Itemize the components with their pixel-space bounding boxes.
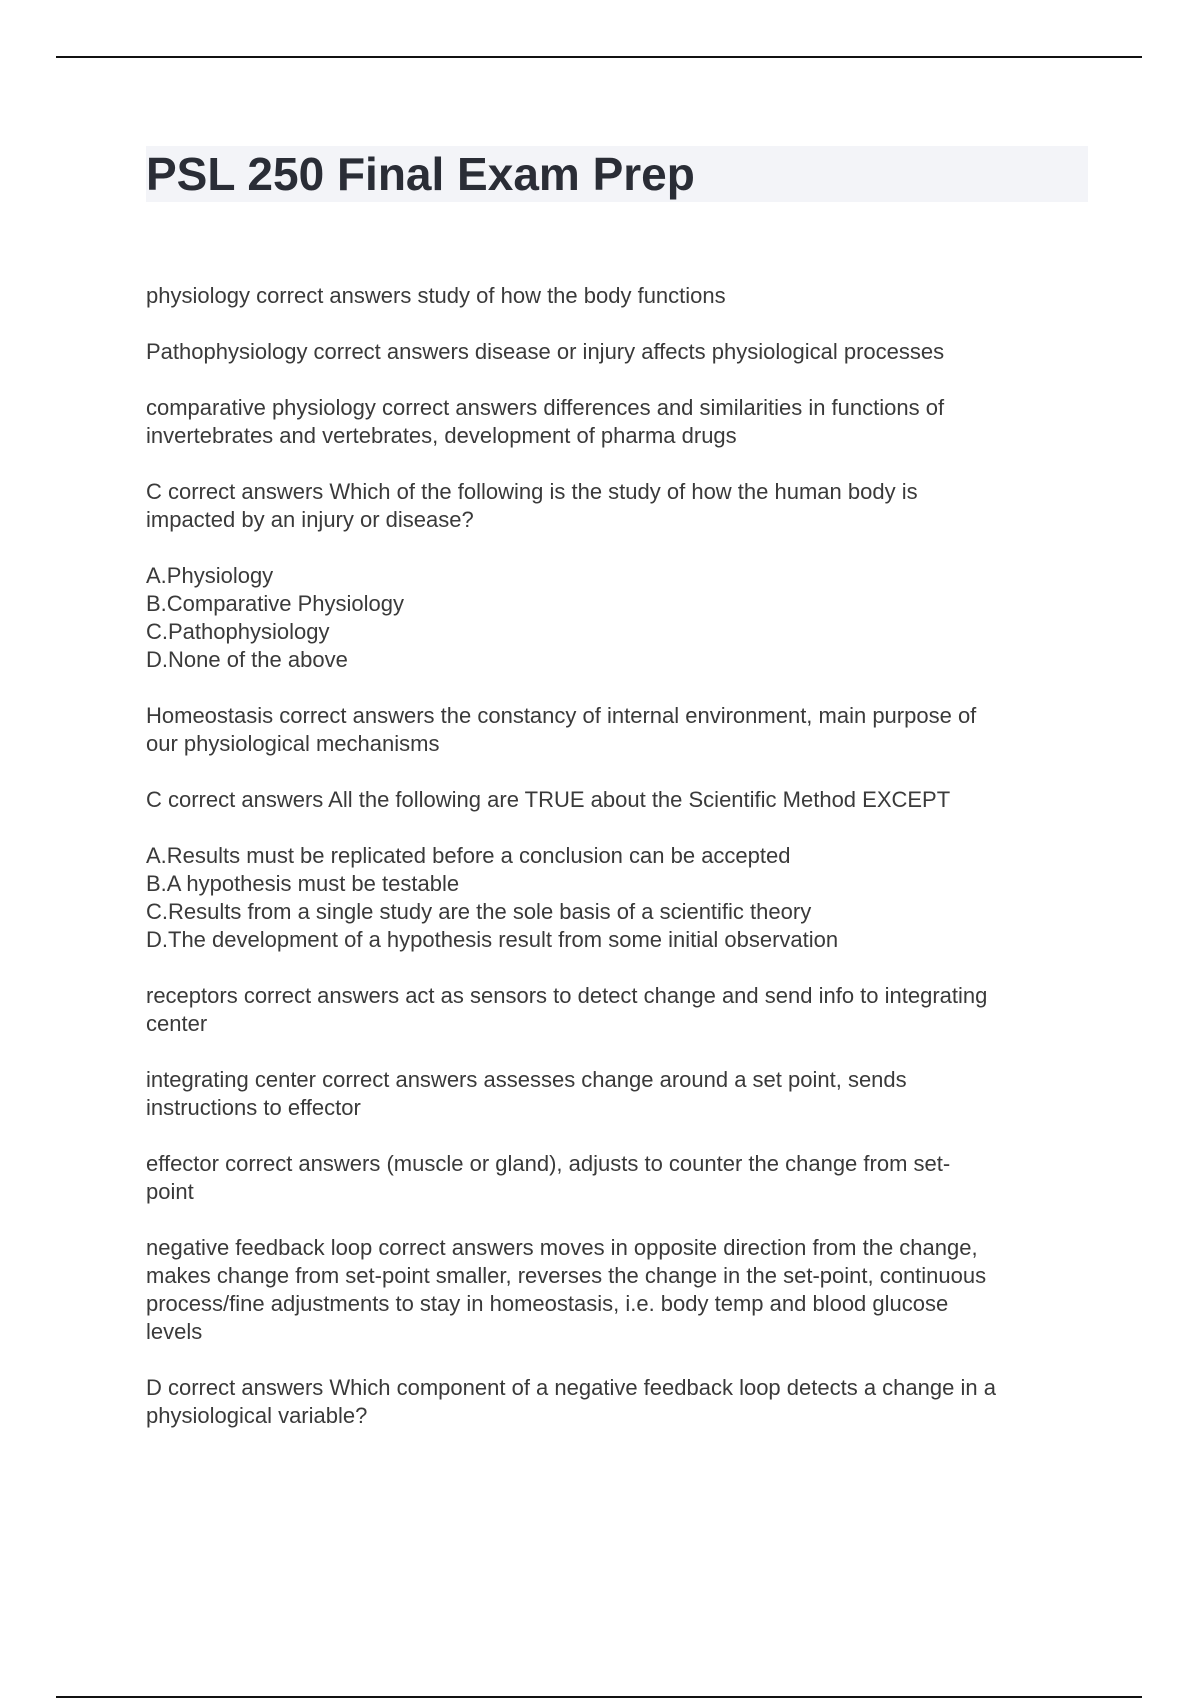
entry-line: levels	[146, 1319, 203, 1344]
entry-line: Homeostasis correct answers the constancy of internal environment, main purpose of	[146, 703, 977, 728]
entry-pathophysiology	[146, 338, 1090, 366]
entry-line: process/fine adjustments to stay in homeostasis, i.e. body temp and blood glucose	[146, 1291, 949, 1316]
entry-line: D correct answers Which component of a negative feedback loop detects a change in a	[146, 1375, 996, 1400]
answer-options-2	[146, 842, 1090, 954]
entry-line: Pathophysiology correct answers disease or injury affects physiological processes	[146, 339, 945, 364]
entry-line: point	[146, 1179, 194, 1204]
entry-line: our physiological mechanisms	[146, 731, 440, 756]
entry-integrating-center	[146, 1066, 1090, 1122]
entry-negative-feedback-loop	[146, 1234, 1090, 1346]
entry-line: receptors correct answers act as sensors to detect change and send info to integrating	[146, 983, 988, 1008]
entry-line: effector correct answers (muscle or gland), adjusts to counter the change from set-	[146, 1151, 951, 1176]
entry-question-injury	[146, 478, 1090, 534]
option-d: D.None of the above	[146, 647, 348, 672]
option-c: C.Pathophysiology	[146, 619, 330, 644]
entry-question-scientific-method	[146, 786, 1090, 814]
entry-line: invertebrates and vertebrates, development of pharma drugs	[146, 423, 737, 448]
entry-line: instructions to effector	[146, 1095, 361, 1120]
document-body	[146, 282, 1090, 1458]
entry-physiology	[146, 282, 1090, 310]
entry-line: makes change from set-point smaller, reverses the change in the set-point, continuous	[146, 1263, 987, 1288]
entry-line: comparative physiology correct answers differences and similarities in functions of	[146, 395, 945, 420]
entry-line: impacted by an injury or disease?	[146, 507, 474, 532]
entry-line: C correct answers All the following are TRUE about the Scientific Method EXCEPT	[146, 787, 951, 812]
entry-line: negative feedback loop correct answers moves in opposite direction from the change,	[146, 1235, 978, 1260]
entry-homeostasis	[146, 702, 1090, 758]
entry-line: physiological variable?	[146, 1403, 368, 1428]
entry-question-feedback-component	[146, 1374, 1090, 1430]
option-a: A.Results must be replicated before a conclusion can be accepted	[146, 843, 791, 868]
page-title: PSL 250 Final Exam Prep	[146, 148, 695, 200]
entry-line: integrating center correct answers assesses change around a set point, sends	[146, 1067, 907, 1092]
entry-line: physiology correct answers study of how the body functions	[146, 283, 726, 308]
answer-options-1	[146, 562, 1090, 674]
option-b: B.A hypothesis must be testable	[146, 871, 460, 896]
entry-receptors	[146, 982, 1090, 1038]
entry-effector	[146, 1150, 1090, 1206]
top-divider	[56, 56, 1142, 58]
option-c: C.Results from a single study are the sole basis of a scientific theory	[146, 899, 812, 924]
entry-comparative-physiology	[146, 394, 1090, 450]
entry-line: C correct answers Which of the following is the study of how the human body is	[146, 479, 918, 504]
option-a: A.Physiology	[146, 563, 274, 588]
bottom-divider	[56, 1696, 1142, 1698]
option-d: D.The development of a hypothesis result from some initial observation	[146, 927, 839, 952]
entry-line: center	[146, 1011, 208, 1036]
option-b: B.Comparative Physiology	[146, 591, 405, 616]
